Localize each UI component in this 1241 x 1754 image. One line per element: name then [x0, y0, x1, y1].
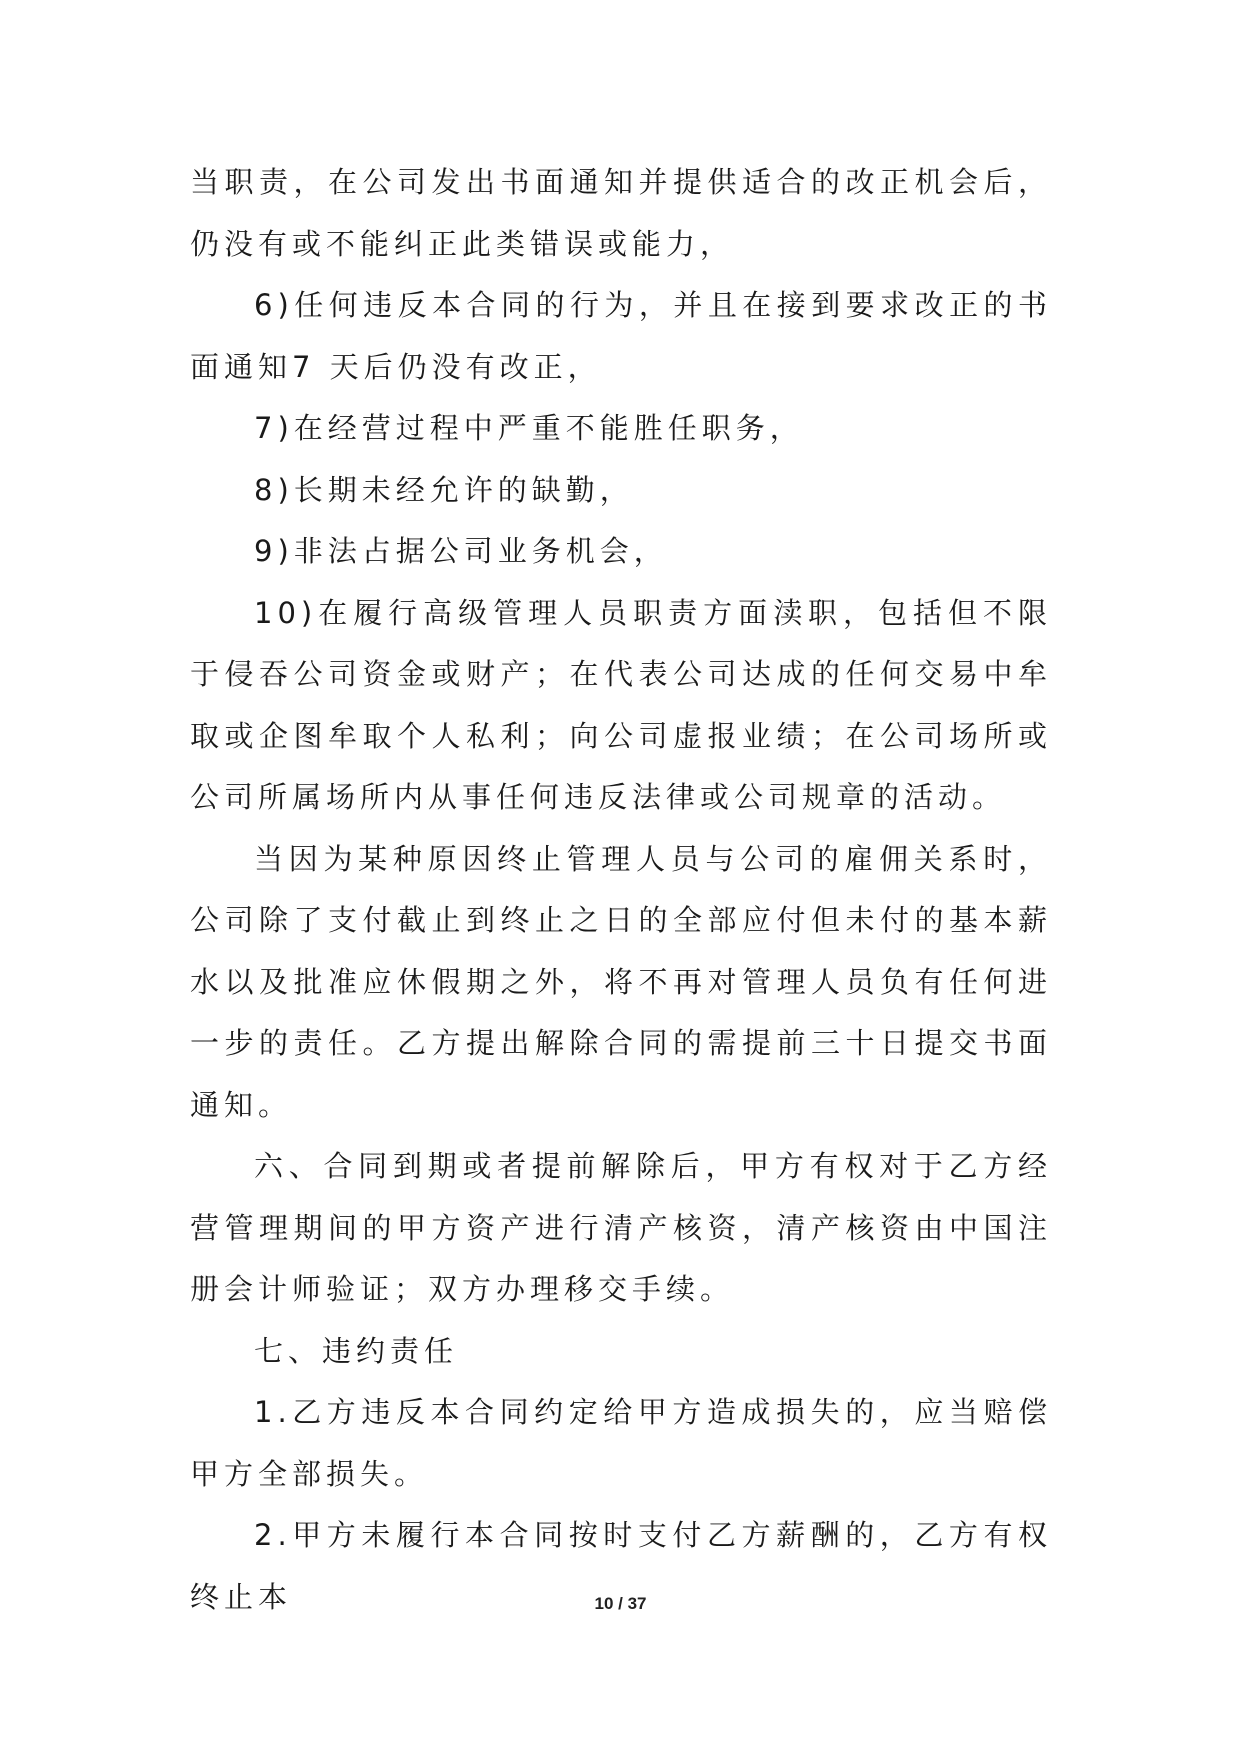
- clause-item-6: 6)任何违反本合同的行为，并且在接到要求改正的书面通知7 天后仍没有改正，: [190, 288, 1052, 384]
- paragraph-continuation: 当职责，在公司发出书面通知并提供适合的改正机会后，仍没有或不能纠正此类错误或能力，: [190, 165, 1052, 261]
- clause-item-7: 7)在经营过程中严重不能胜任职务，: [254, 411, 804, 445]
- section-six-paragraph: 六、合同到期或者提前解除后，甲方有权对于乙方经营管理期间的甲方资产进行清产核资，清产核资由中国注册会计师验证；双方办理移交手续。: [190, 1149, 1052, 1306]
- clause-item-10: 10)在履行高级管理人员职责方面渎职，包括但不限于侵吞公司资金或财产；在代表公司达成的任何交易中牟取或企图牟取个人私利；向公司虚报业绩；在公司场所或公司所属场所内从事任何违反法律或公司规章的活动。: [190, 595, 1052, 814]
- page-number: 10 / 37: [594, 1594, 647, 1613]
- termination-paragraph: 当因为某种原因终止管理人员与公司的雇佣关系时，公司除了支付截止到终止之日的全部应付但未付的基本薪水以及批准应休假期之外，将不再对管理人员负有任何进一步的责任。乙方提出解除合同的需提前三十日提交书面通知。: [190, 841, 1052, 1122]
- liability-item-2: 2.甲方未履行本合同按时支付乙方薪酬的，乙方有权终止本: [190, 1518, 1052, 1614]
- section-seven-heading: 七、违约责任: [254, 1333, 459, 1368]
- clause-item-8: 8)长期未经允许的缺勤，: [254, 472, 634, 507]
- document-body: [190, 152, 1052, 1628]
- clause-item-9: 9)非法占据公司业务机会，: [254, 534, 668, 568]
- liability-item-1: 1.乙方违反本合同约定给甲方造成损失的，应当赔偿甲方全部损失。: [190, 1395, 1052, 1491]
